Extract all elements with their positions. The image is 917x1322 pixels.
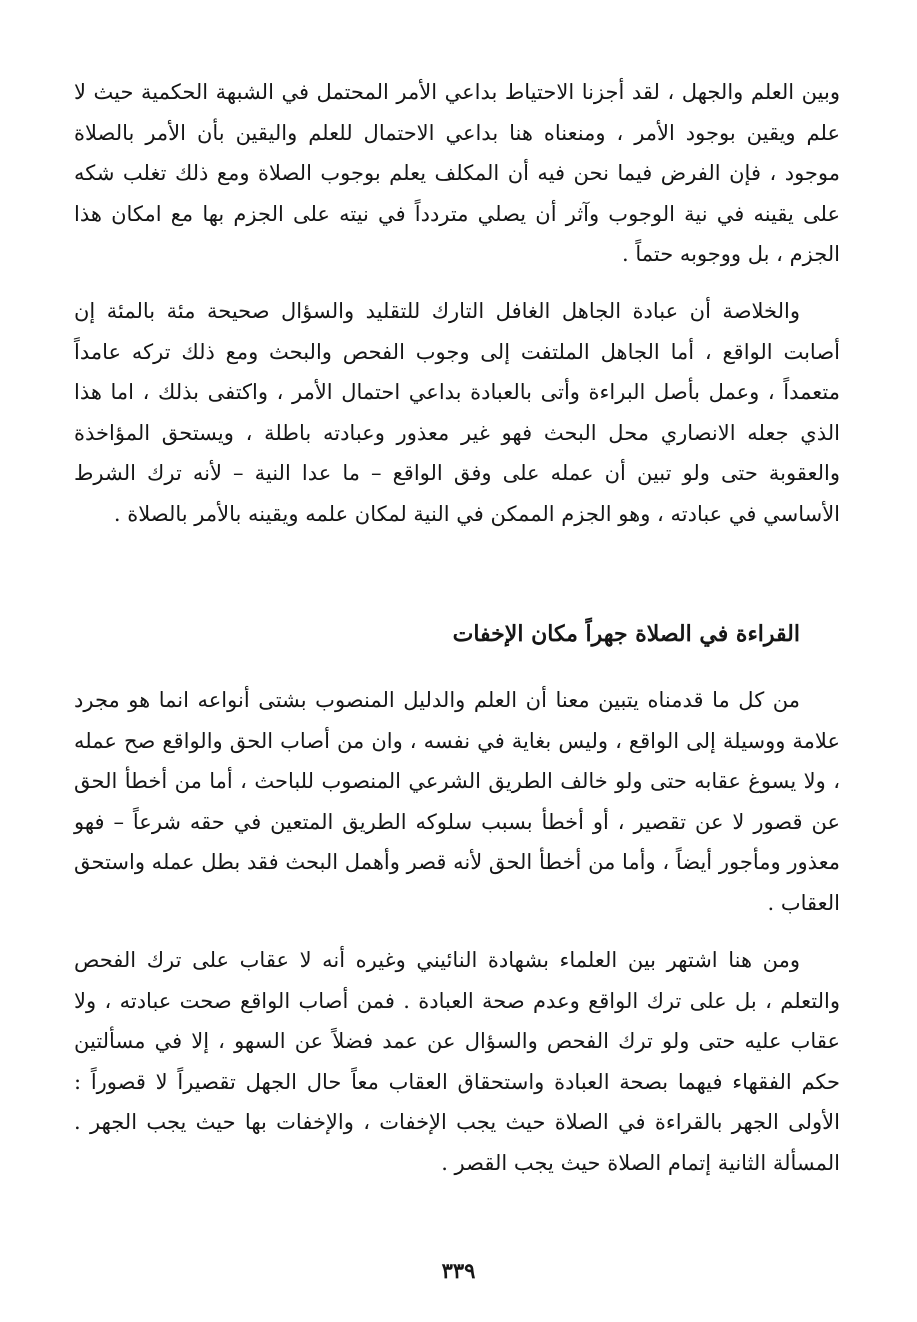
page-number: ٣٣٩ (441, 1258, 476, 1283)
paragraph-2: والخلاصة أن عبادة الجاهل الغافل التارك للتقليد والسؤال صحيحة مئة بالمئة إن أصابت الواقع ، أما الجاهل الملتفت إلى وجوب الفحص والبحث ومع ذلك تركه عامداً متعمداً ، وعمل بأصل البراءة وأتى بالعبادة بداعي احتمال الأمر ، واكتفى بذلك ، اما هذا الذي جعله الانصاري محل البحث فهو غير معذور وعبادته باطلة ، ويستحق المؤاخذة والعقوبة حتى ولو تبين أن عمله على وفق الواقع – ما عدا النية – لأنه ترك الشرط الأساسي في عبادته ، وهو الجزم الممكن في النية لمكان علمه ويقينه بالأمر بالصلاة . (74, 299, 840, 526)
paragraph-3: من كل ما قدمناه يتبين معنا أن العلم والدليل المنصوب بشتى أنواعه انما هو مجرد علامة ووسيلة إلى الواقع ، وليس بغاية في نفسه ، وان من أصاب الحق والواقع صح عمله ، ولا يسوغ عقابه حتى ولو خالف الطريق الشرعي المنصوب للباحث ، أما من أخطأ الحق عن قصور لا عن تقصير ، أو أخطأ بسبب سلوكه الطريق المتعين في حقه شرعاً – فهو معذور ومأجور أيضاً ، وأما من أخطأ الحق لأنه قصر وأهمل البحث فقد بطل عمله واستحق العقاب . (74, 688, 840, 915)
paragraph-4: ومن هنا اشتهر بين العلماء بشهادة النائيني وغيره أنه لا عقاب على ترك الفحص والتعلم ، بل على ترك الواقع وعدم صحة العبادة . فمن أصاب الواقع صحت عبادته ، ولا عقاب عليه حتى ولو ترك الفحص والسؤال عن عمد فضلاً عن السهو ، إلا في مسألتين حكم الفقهاء فيهما بصحة العبادة واستحقاق العقاب معاً حال الجهل تقصيراً لا قصوراً : الأولى الجهر بالقراءة في الصلاة حيث يجب الإخفات ، والإخفات بها حيث يجب الجهر . المسألة الثانية إتمام الصلاة حيث يجب القصر . (74, 948, 840, 1175)
section-heading: القراءة في الصلاة جهراً مكان الإخفات (452, 621, 800, 647)
page-body (74, 72, 840, 1175)
paragraph-1: وبين العلم والجهل ، لقد أجزنا الاحتياط بداعي الأمر المحتمل في الشبهة الحكمية حيث لا علم ويقين بوجود الأمر ، ومنعناه هنا بداعي الاحتمال للعلم واليقين بأن الأمر بالصلاة موجود ، فإن الفرض فيما نحن فيه أن المكلف يعلم بوجوب الصلاة ومع ذلك تغلب شكه على يقينه في نية الوجوب وآثر أن يصلي متردداً في نيته على الجزم بها مع امكان هذا الجزم ، بل ووجوبه حتماً . (74, 80, 840, 267)
